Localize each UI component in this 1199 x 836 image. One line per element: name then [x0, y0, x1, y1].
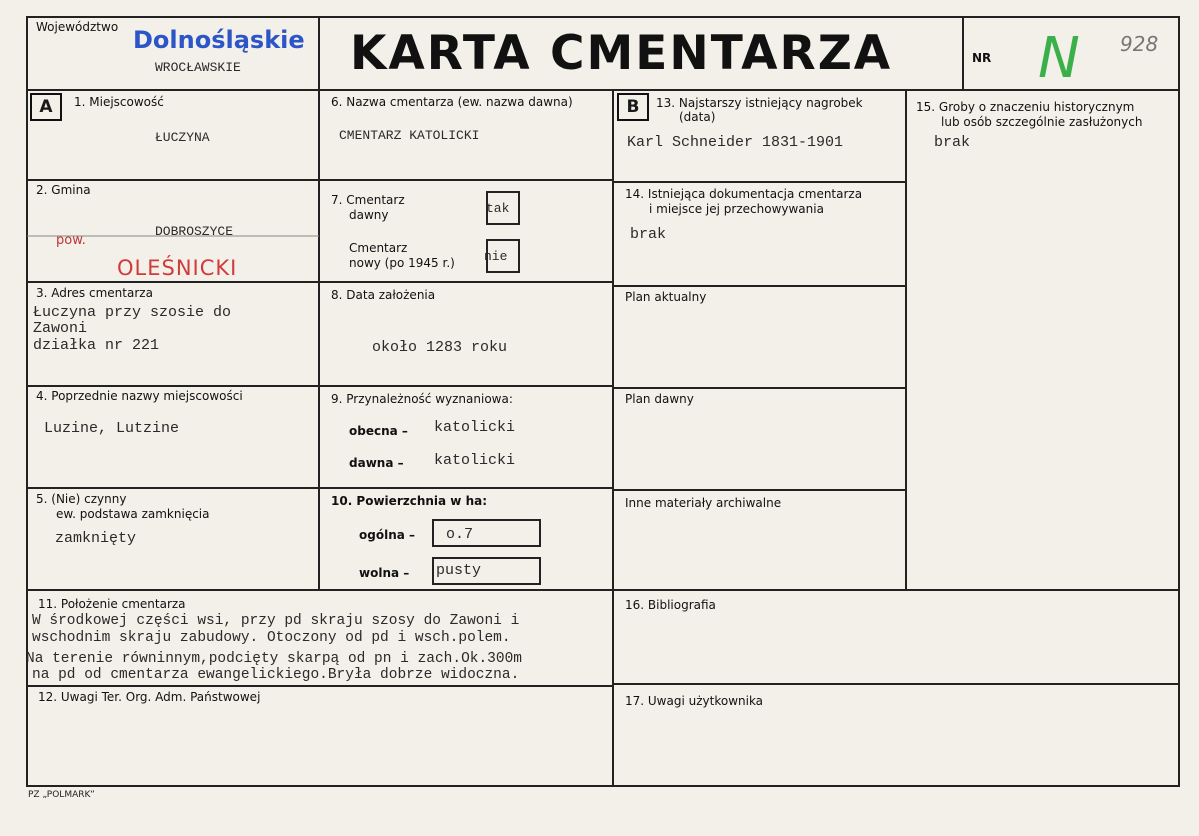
field-9-former-value: katolicki: [434, 452, 516, 469]
area-total-value: o.7: [446, 526, 474, 543]
old-cemetery-value: tak: [486, 201, 510, 216]
section-b-letter: B: [617, 93, 649, 121]
card-title: KARTA CMENTARZA: [350, 26, 893, 81]
field-3-line1: Łuczyna przy szosie do: [33, 304, 232, 321]
nr-label: NR: [972, 51, 992, 65]
printer-mark: PZ „POLMARK”: [28, 790, 95, 800]
field-7-old-label: 7. Cmentarz: [331, 193, 405, 207]
field-10-total-label: ogólna –: [359, 528, 416, 542]
area-free-box: [432, 557, 541, 585]
field-15-value: brak: [934, 134, 971, 151]
section-a-letter: A: [30, 93, 62, 121]
field-16-label: 16. Bibliografia: [625, 598, 716, 612]
field-8-value: około 1283 roku: [372, 339, 508, 356]
plan-former-label: Plan dawny: [625, 392, 694, 406]
field-6-label: 6. Nazwa cmentarza (ew. nazwa dawna): [331, 95, 573, 109]
field-11-line4: na pd od cmentarza ewangelickiego.Bryła dobrze widoczna.: [32, 667, 520, 683]
field-6-value: CMENTARZ KATOLICKI: [339, 128, 480, 143]
field-11-line1: W środkowej części wsi, przy pd skraju szosy do Zawoni i: [32, 613, 520, 629]
field-5-label: 5. (Nie) czynny: [36, 492, 127, 506]
field-12-label: 12. Uwagi Ter. Org. Adm. Państwowej: [38, 690, 261, 704]
field-9-former-label: dawna –: [349, 456, 404, 470]
field-7-old-sublabel: dawny: [349, 208, 389, 222]
field-2-pow-value: OLEŚNICKI: [117, 256, 238, 280]
field-13-sublabel: (data): [679, 110, 716, 124]
field-11-line3: Na terenie równinnym,podcięty skarpą od pn i zach.Ok.300m: [26, 651, 522, 667]
new-cemetery-box: [486, 239, 520, 273]
field-5-sublabel: ew. podstawa zamknięcia: [56, 507, 210, 521]
field-15-sublabel: lub osób szczególnie zasłużonych: [941, 115, 1143, 129]
field-13-label: 13. Najstarszy istniejący nagrobek: [656, 96, 863, 110]
field-3-line2: Zawoni: [33, 320, 88, 337]
field-2-value: DOBROSZYCE: [155, 224, 234, 239]
field-2-pow-note: pow.: [56, 233, 86, 248]
field-17-label: 17. Uwagi użytkownika: [625, 694, 764, 708]
field-11-label: 11. Położenie cmentarza: [38, 597, 186, 611]
plan-current-label: Plan aktualny: [625, 290, 707, 304]
voivodeship-handwritten: Dolnośląskie: [133, 26, 305, 54]
area-free-value: pusty: [436, 562, 482, 579]
field-14-sublabel: i miejsce jej przechowywania: [649, 202, 824, 216]
field-8-label: 8. Data założenia: [331, 288, 436, 302]
field-10-free-label: wolna –: [359, 566, 410, 580]
field-15-label: 15. Groby o znaczeniu historycznym: [916, 100, 1135, 114]
nr-number: 928: [1120, 32, 1159, 56]
field-1-label: 1. Miejscowość: [74, 95, 164, 109]
field-13-value: Karl Schneider 1831-1901: [627, 134, 844, 151]
field-4-label: 4. Poprzednie nazwy miejscowości: [36, 389, 243, 403]
field-3-label: 3. Adres cmentarza: [36, 286, 153, 300]
old-cemetery-box: [486, 191, 520, 225]
area-total-box: [432, 519, 541, 547]
field-3-line3: działka nr 221: [33, 337, 160, 354]
field-7-new-sublabel: nowy (po 1945 r.): [349, 256, 455, 270]
new-cemetery-value: nie: [484, 249, 508, 264]
field-9-current-label: obecna –: [349, 424, 408, 438]
field-7-new-label: Cmentarz: [349, 241, 408, 255]
field-9-current-value: katolicki: [434, 419, 516, 436]
field-5-value: zamknięty: [55, 530, 137, 547]
voivodeship-label: Województwo: [36, 20, 119, 34]
field-1-value: ŁUCZYNA: [155, 130, 210, 145]
field-4-value: Luzine, Lutzine: [44, 420, 180, 437]
voivodeship-typed: WROCŁAWSKIE: [155, 60, 241, 75]
field-14-label: 14. Istniejąca dokumentacja cmentarza: [625, 187, 863, 201]
field-11-line2: wschodnim skraju zabudowy. Otoczony od pd i wsch.polem.: [32, 630, 511, 646]
nr-handwritten-mark: N: [1038, 26, 1080, 91]
field-14-value: brak: [630, 226, 667, 243]
field-10-label: 10. Powierzchnia w ha:: [331, 494, 488, 508]
field-2-label: 2. Gmina: [36, 183, 91, 197]
other-archives-label: Inne materiały archiwalne: [625, 496, 782, 510]
field-9-label: 9. Przynależność wyznaniowa:: [331, 392, 513, 406]
